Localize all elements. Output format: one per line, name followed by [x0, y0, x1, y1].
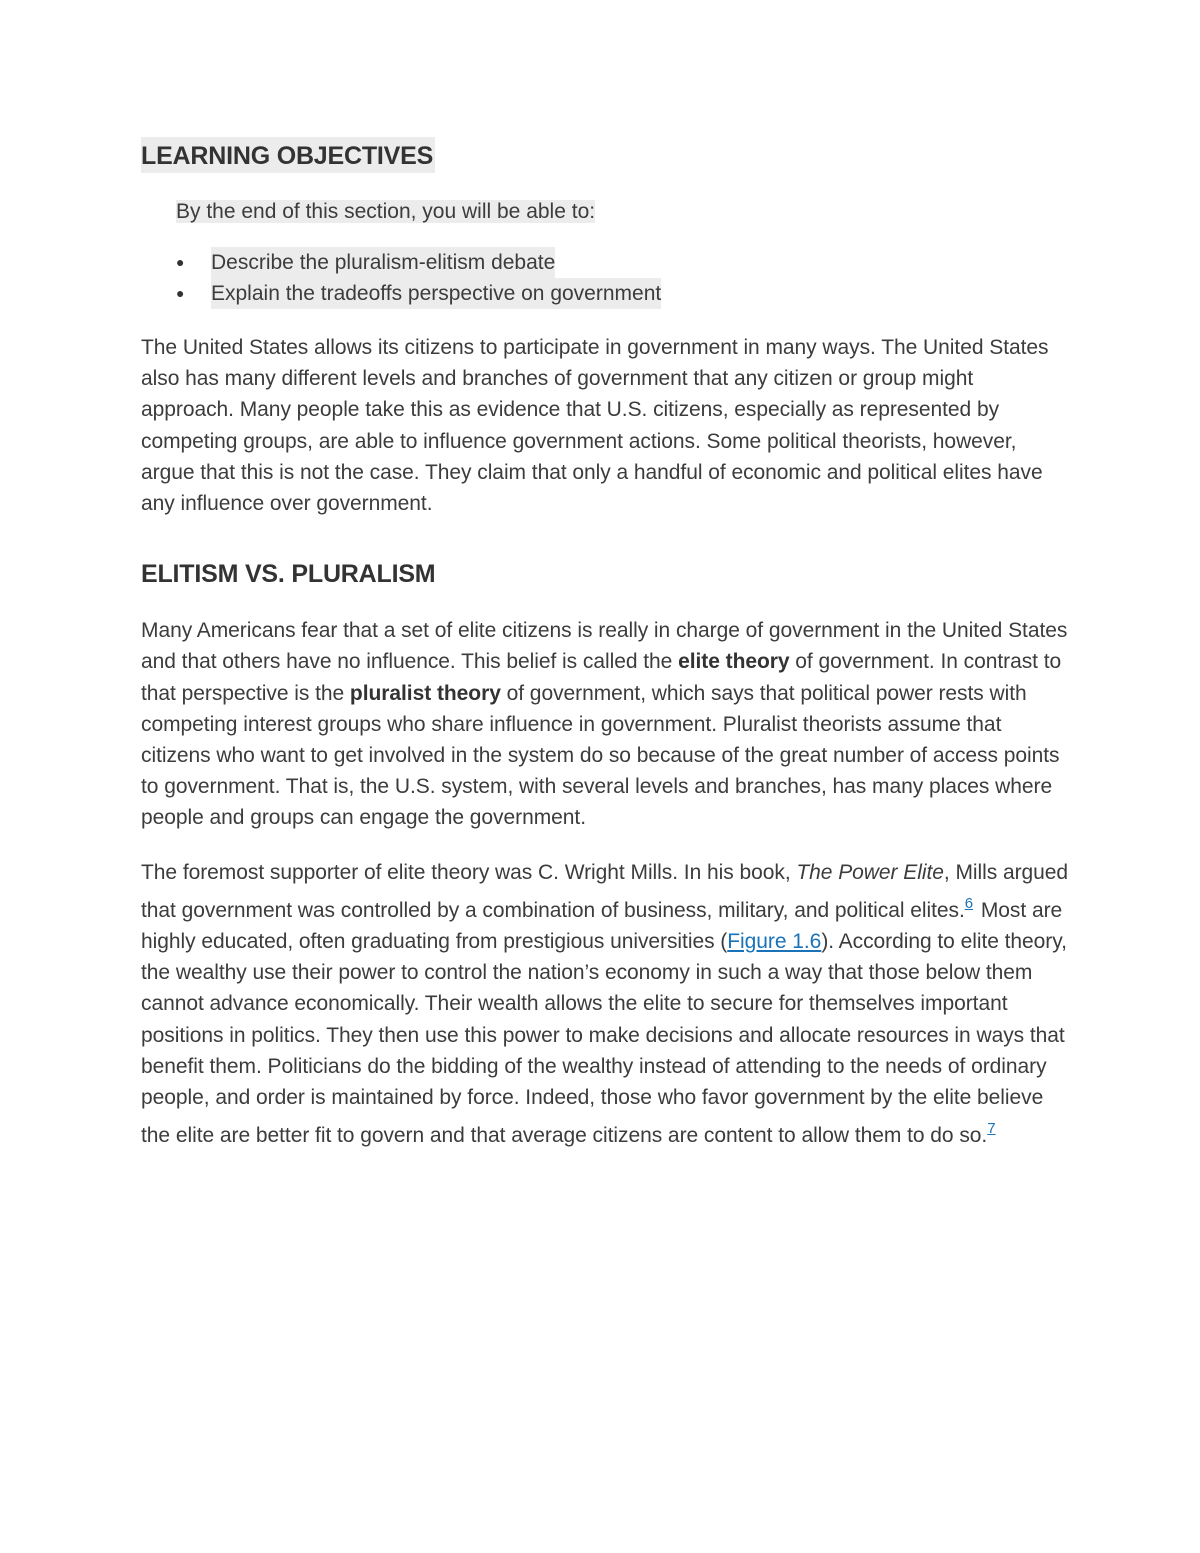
footnote-link-7[interactable]: 7	[987, 1120, 996, 1138]
paragraph-text: Many Americans fear that a set of elite citizens is really in charge of government in the United States and that others have no influence. This belief is called the	[141, 619, 1068, 674]
paragraph-text: The foremost supporter of elite theory was C. Wright Mills. In his book,	[141, 860, 797, 884]
paragraph-text: ). According to elite theory, the wealthy use their power to control the nation’s economy in such a way that those below them cannot advance economically. Their wealth allows the elite to secure for themselves important positions in politics. They then use this power to make decisions and allocate resources in ways that benefit them. Politicians do the bidding of the wealthy instead of attending to the needs of ordinary people, and order is maintained by force. Indeed, those who favor government by the elite believe the elite are better fit to govern and that average citizens are content to allow them to do so.	[141, 930, 1067, 1148]
objective-text: Describe the pluralism-elitism debate	[211, 247, 555, 278]
learning-objectives-list	[176, 247, 1071, 309]
intro-paragraph: The United States allows its citizens to participate in government in many ways. The United States also has many different levels and branches of government that any citizen or group might approach. Many people take this as evidence that U.S. citizens, especially as represented by competing groups, are able to influence government actions. Some political theorists, however, argue that this is not the case. They claim that only a handful of economic and political elites have any influence over government.	[141, 336, 1049, 516]
list-item	[176, 278, 1071, 309]
term-elite-theory: elite theory	[678, 650, 790, 674]
bullet-icon: ●	[176, 285, 185, 301]
footnote-link-6[interactable]: 6	[964, 894, 974, 912]
learning-objectives-intro	[176, 197, 1071, 227]
section-heading: ELITISM VS. PLURALISM	[141, 560, 436, 589]
elite-pluralist-paragraph	[141, 615, 1071, 833]
learning-objectives-intro-text: By the end of this section, you will be able to:	[176, 200, 596, 223]
paragraph-text: of government, which says that political power rests with competing interest groups who share influence in government. Pluralist theorists assume that citizens who want to get involved in the system do so because of the great number of access points to government. That is, the U.S. system, with several levels and branches, has many places where people and groups can engage the government.	[141, 681, 1060, 830]
bullet-icon: ●	[176, 254, 185, 270]
term-pluralist-theory: pluralist theory	[349, 681, 501, 705]
paragraph-text: Most are highly educated, often graduating from prestigious universities (	[141, 898, 1063, 954]
list-item	[176, 247, 1071, 278]
figure-link[interactable]: Figure 1.6	[727, 930, 822, 954]
document-page	[141, 137, 1071, 1151]
paragraph-text: , Mills argued that government was controlled by a combination of business, military, and political elites.	[141, 860, 1069, 922]
objective-text: Explain the tradeoffs perspective on government	[211, 278, 661, 309]
mills-paragraph	[141, 857, 1071, 1152]
paragraph-text: of government. In contrast to that perspective is the	[141, 650, 1062, 705]
book-title: The Power Elite	[796, 860, 944, 884]
learning-objectives-heading: LEARNING OBJECTIVES	[141, 137, 435, 173]
